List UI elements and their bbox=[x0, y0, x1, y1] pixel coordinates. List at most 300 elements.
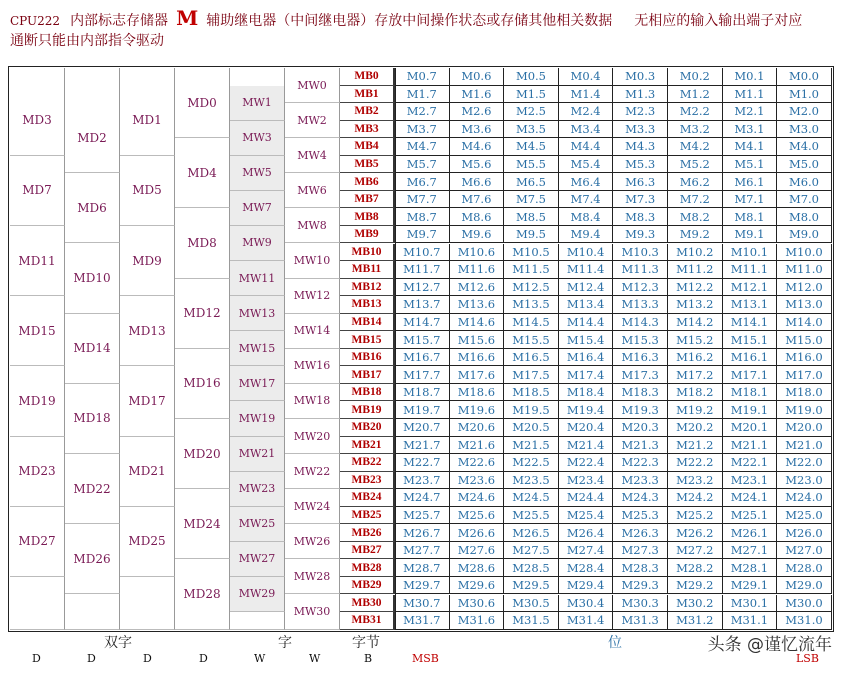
bit-cell: M1.1 bbox=[723, 86, 778, 104]
bit-cell: M20.6 bbox=[450, 419, 505, 437]
bit-cell: M1.3 bbox=[613, 86, 668, 104]
mb-cell: MB1 bbox=[340, 86, 395, 104]
md-cell: MD6 bbox=[65, 173, 120, 243]
bit-cell: M16.7 bbox=[395, 349, 450, 367]
bit-cell: M22.4 bbox=[559, 454, 614, 472]
bit-cell: M11.0 bbox=[777, 261, 832, 279]
bit-cell: M12.3 bbox=[613, 279, 668, 297]
bit-cell: M3.0 bbox=[777, 121, 832, 139]
bit-cell: M1.5 bbox=[504, 86, 559, 104]
bit-cell: M29.1 bbox=[723, 577, 778, 595]
bit-cell: M3.1 bbox=[723, 121, 778, 139]
bit-cell: M17.2 bbox=[668, 366, 723, 384]
mb-cell: MB19 bbox=[340, 401, 395, 419]
bit-cell: M30.3 bbox=[613, 595, 668, 613]
bit-cell: M31.0 bbox=[777, 612, 832, 630]
cpu-label: CPU222 bbox=[10, 14, 61, 28]
bit-cell: M28.6 bbox=[450, 559, 505, 577]
bit-cell: M21.2 bbox=[668, 437, 723, 455]
bit-cell: M11.3 bbox=[613, 261, 668, 279]
bit-cell: M5.3 bbox=[613, 156, 668, 174]
mw-cell: MW2 bbox=[285, 103, 340, 138]
bit-cell: M13.2 bbox=[668, 296, 723, 314]
bit-cell: M4.3 bbox=[613, 138, 668, 156]
bit-cell: M18.2 bbox=[668, 384, 723, 402]
md-cell: MD26 bbox=[65, 524, 120, 594]
word-label: 字 bbox=[278, 635, 292, 651]
md-cell: MD27 bbox=[10, 507, 65, 577]
col-letter-3: D bbox=[143, 652, 152, 665]
mw-cell: MW17 bbox=[230, 366, 285, 401]
mw-cell: MW21 bbox=[230, 437, 285, 472]
mb-cell: MB24 bbox=[340, 489, 395, 507]
mb-cell: MB25 bbox=[340, 507, 395, 525]
bit-cell: M1.7 bbox=[395, 86, 450, 104]
bit-cell: M31.2 bbox=[668, 612, 723, 630]
bit-cell: M21.0 bbox=[777, 437, 832, 455]
bit-cell: M19.4 bbox=[559, 401, 614, 419]
bit-cell: M7.4 bbox=[559, 191, 614, 209]
bit-cell: M6.1 bbox=[723, 173, 778, 191]
md-cell: MD3 bbox=[10, 86, 65, 156]
bit-cell: M21.7 bbox=[395, 437, 450, 455]
bit-cell: M22.1 bbox=[723, 454, 778, 472]
bit-cell: M1.0 bbox=[777, 86, 832, 104]
mb-cell: MB8 bbox=[340, 208, 395, 226]
bit-cell: M11.5 bbox=[504, 261, 559, 279]
bit-cell: M12.7 bbox=[395, 279, 450, 297]
bit-cell: M8.4 bbox=[559, 208, 614, 226]
bit-cell: M3.5 bbox=[504, 121, 559, 139]
bit-cell: M29.0 bbox=[777, 577, 832, 595]
bit-cell: M30.6 bbox=[450, 595, 505, 613]
mw-cell: MW23 bbox=[230, 472, 285, 507]
bit-cell: M4.4 bbox=[559, 138, 614, 156]
mb-cell: MB9 bbox=[340, 226, 395, 244]
md-cell: MD13 bbox=[120, 296, 175, 366]
bit-cell: M31.5 bbox=[504, 612, 559, 630]
mw-cell: MW18 bbox=[285, 384, 340, 419]
mb-cell: MB3 bbox=[340, 121, 395, 139]
mb-cell: MB10 bbox=[340, 244, 395, 262]
md-cell: MD23 bbox=[10, 437, 65, 507]
md-cell: MD2 bbox=[65, 103, 120, 173]
bit-cell: M11.7 bbox=[395, 261, 450, 279]
md-cell: MD16 bbox=[175, 349, 230, 419]
mw-cell: MW8 bbox=[285, 208, 340, 243]
bit-cell: M4.6 bbox=[450, 138, 505, 156]
mw-cell: MW16 bbox=[285, 349, 340, 384]
bit-cell: M18.7 bbox=[395, 384, 450, 402]
bit-cell: M6.5 bbox=[504, 173, 559, 191]
title-tail-2: 通断只能由内部指令驱动 bbox=[10, 33, 164, 49]
bit-cell: M5.2 bbox=[668, 156, 723, 174]
bit-cell: M26.0 bbox=[777, 524, 832, 542]
md-cell: MD25 bbox=[120, 507, 175, 577]
bit-cell: M10.7 bbox=[395, 244, 450, 262]
bit-cell: M19.2 bbox=[668, 401, 723, 419]
bit-cell: M23.0 bbox=[777, 472, 832, 490]
bit-cell: M11.4 bbox=[559, 261, 614, 279]
bit-cell: M0.7 bbox=[395, 68, 450, 86]
mb-cell: MB26 bbox=[340, 524, 395, 542]
bit-cell: M26.7 bbox=[395, 524, 450, 542]
md-cell: MD10 bbox=[65, 244, 120, 314]
bit-cell: M16.3 bbox=[613, 349, 668, 367]
mb-cell: MB28 bbox=[340, 559, 395, 577]
md-cell: MD19 bbox=[10, 366, 65, 436]
bit-cell: M14.2 bbox=[668, 314, 723, 332]
bit-cell: M28.2 bbox=[668, 559, 723, 577]
bit-cell: M8.6 bbox=[450, 208, 505, 226]
bit-cell: M28.7 bbox=[395, 559, 450, 577]
bit-cell: M26.1 bbox=[723, 524, 778, 542]
md-cell: MD0 bbox=[175, 68, 230, 138]
col-letter-5: W bbox=[254, 652, 266, 665]
bit-cell: M18.6 bbox=[450, 384, 505, 402]
bit-cell: M1.4 bbox=[559, 86, 614, 104]
mw-cell: MW30 bbox=[285, 595, 340, 630]
bit-cell: M27.3 bbox=[613, 542, 668, 560]
bit-cell: M8.2 bbox=[668, 208, 723, 226]
col-letter-1: D bbox=[32, 652, 41, 665]
mw-cell: MW27 bbox=[230, 542, 285, 577]
mb-cell: MB22 bbox=[340, 454, 395, 472]
md-cell: MD22 bbox=[65, 454, 120, 524]
bit-cell: M7.0 bbox=[777, 191, 832, 209]
mw-cell: MW25 bbox=[230, 507, 285, 542]
bit-cell: M6.0 bbox=[777, 173, 832, 191]
bit-cell: M1.6 bbox=[450, 86, 505, 104]
mb-cell: MB29 bbox=[340, 577, 395, 595]
bit-cell: M28.1 bbox=[723, 559, 778, 577]
mw-cell: MW12 bbox=[285, 279, 340, 314]
bit-cell: M7.7 bbox=[395, 191, 450, 209]
bit-cell: M11.6 bbox=[450, 261, 505, 279]
bit-cell: M12.4 bbox=[559, 279, 614, 297]
md-cell: MD1 bbox=[120, 86, 175, 156]
bit-cell: M14.7 bbox=[395, 314, 450, 332]
bit-cell: M25.6 bbox=[450, 507, 505, 525]
bit-cell: M30.5 bbox=[504, 595, 559, 613]
bit-cell: M19.6 bbox=[450, 401, 505, 419]
md-cell: MD28 bbox=[175, 559, 230, 629]
mb-cell: MB31 bbox=[340, 612, 395, 630]
bit-cell: M10.5 bbox=[504, 244, 559, 262]
mw-cell: MW1 bbox=[230, 86, 285, 121]
bit-cell: M23.7 bbox=[395, 472, 450, 490]
watermark: 头条 @谨忆流年 bbox=[707, 635, 832, 655]
mw-cell: MW0 bbox=[285, 68, 340, 103]
bit-cell: M25.4 bbox=[559, 507, 614, 525]
bit-cell: M19.0 bbox=[777, 401, 832, 419]
col-letter-2: D bbox=[87, 652, 96, 665]
mw-cell: MW6 bbox=[285, 173, 340, 208]
bit-cell: M0.4 bbox=[559, 68, 614, 86]
mw-cell: MW20 bbox=[285, 419, 340, 454]
bit-cell: M8.3 bbox=[613, 208, 668, 226]
bit-cell: M12.5 bbox=[504, 279, 559, 297]
bit-cell: M3.3 bbox=[613, 121, 668, 139]
bit-cell: M12.2 bbox=[668, 279, 723, 297]
bit-cell: M5.5 bbox=[504, 156, 559, 174]
mb-cell: MB18 bbox=[340, 384, 395, 402]
bit-cell: M9.0 bbox=[777, 226, 832, 244]
bit-cell: M24.5 bbox=[504, 489, 559, 507]
mb-cell: MB6 bbox=[340, 173, 395, 191]
bit-cell: M14.5 bbox=[504, 314, 559, 332]
mw-cell: MW15 bbox=[230, 331, 285, 366]
bit-cell: M12.6 bbox=[450, 279, 505, 297]
bit-cell: M29.6 bbox=[450, 577, 505, 595]
bit-cell: M23.1 bbox=[723, 472, 778, 490]
col-letter-7: B bbox=[364, 652, 373, 665]
bit-cell: M15.2 bbox=[668, 331, 723, 349]
title-prefix: 内部标志存储器 bbox=[70, 13, 169, 29]
bit-cell: M10.4 bbox=[559, 244, 614, 262]
bit-cell: M21.3 bbox=[613, 437, 668, 455]
bit-cell: M13.3 bbox=[613, 296, 668, 314]
bit-cell: M18.4 bbox=[559, 384, 614, 402]
md-cell: MD5 bbox=[120, 156, 175, 226]
bit-cell: M8.1 bbox=[723, 208, 778, 226]
bit-cell: M3.6 bbox=[450, 121, 505, 139]
bit-cell: M16.2 bbox=[668, 349, 723, 367]
mw-cell: MW3 bbox=[230, 121, 285, 156]
bit-cell: M5.0 bbox=[777, 156, 832, 174]
bit-cell: M14.4 bbox=[559, 314, 614, 332]
bit-cell: M25.0 bbox=[777, 507, 832, 525]
md-cell: MD8 bbox=[175, 208, 230, 278]
bit-cell: M15.7 bbox=[395, 331, 450, 349]
byte-label: 字节 bbox=[352, 635, 380, 651]
bit-cell: M22.6 bbox=[450, 454, 505, 472]
bit-cell: M25.5 bbox=[504, 507, 559, 525]
mb-cell: MB16 bbox=[340, 349, 395, 367]
mw-cell: MW19 bbox=[230, 401, 285, 436]
bit-cell: M19.3 bbox=[613, 401, 668, 419]
bit-cell: M22.3 bbox=[613, 454, 668, 472]
bit-cell: M20.3 bbox=[613, 419, 668, 437]
bit-cell: M8.5 bbox=[504, 208, 559, 226]
bit-cell: M8.7 bbox=[395, 208, 450, 226]
mb-cell: MB13 bbox=[340, 296, 395, 314]
mw-cell: MW4 bbox=[285, 138, 340, 173]
bit-cell: M4.2 bbox=[668, 138, 723, 156]
mb-cell: MB30 bbox=[340, 595, 395, 613]
bit-cell: M24.2 bbox=[668, 489, 723, 507]
mb-cell: MB27 bbox=[340, 542, 395, 560]
bit-cell: M24.3 bbox=[613, 489, 668, 507]
bit-cell: M6.4 bbox=[559, 173, 614, 191]
bit-cell: M12.0 bbox=[777, 279, 832, 297]
bit-cell: M4.7 bbox=[395, 138, 450, 156]
bit-cell: M1.2 bbox=[668, 86, 723, 104]
bit-cell: M24.4 bbox=[559, 489, 614, 507]
bit-cell: M10.6 bbox=[450, 244, 505, 262]
bit-cell: M31.1 bbox=[723, 612, 778, 630]
bit-cell: M26.2 bbox=[668, 524, 723, 542]
bit-cell: M18.1 bbox=[723, 384, 778, 402]
bit-cell: M21.1 bbox=[723, 437, 778, 455]
mw-cell: MW29 bbox=[230, 577, 285, 612]
bit-cell: M0.2 bbox=[668, 68, 723, 86]
bit-cell: M20.1 bbox=[723, 419, 778, 437]
bit-cell: M0.3 bbox=[613, 68, 668, 86]
bit-cell: M20.0 bbox=[777, 419, 832, 437]
bit-cell: M9.4 bbox=[559, 226, 614, 244]
mw-cell: MW10 bbox=[285, 244, 340, 279]
mb-cell: MB0 bbox=[340, 68, 395, 86]
bit-cell: M6.6 bbox=[450, 173, 505, 191]
md-cell: MD21 bbox=[120, 437, 175, 507]
md-cell: MD9 bbox=[120, 226, 175, 296]
bit-cell: M0.1 bbox=[723, 68, 778, 86]
mw-cell: MW28 bbox=[285, 559, 340, 594]
bit-cell: M26.4 bbox=[559, 524, 614, 542]
bit-cell: M14.1 bbox=[723, 314, 778, 332]
bit-cell: M15.4 bbox=[559, 331, 614, 349]
bit-cell: M0.6 bbox=[450, 68, 505, 86]
title-tail-1: 无相应的输入输出端子对应 bbox=[634, 13, 803, 29]
bit-cell: M17.5 bbox=[504, 366, 559, 384]
mb-cell: MB20 bbox=[340, 419, 395, 437]
col-letter-4: D bbox=[199, 652, 208, 665]
bit-cell: M25.7 bbox=[395, 507, 450, 525]
bit-cell: M29.3 bbox=[613, 577, 668, 595]
bit-cell: M2.2 bbox=[668, 103, 723, 121]
bit-cell: M26.3 bbox=[613, 524, 668, 542]
bit-cell: M13.5 bbox=[504, 296, 559, 314]
md-cell: MD15 bbox=[10, 296, 65, 366]
bit-cell: M22.2 bbox=[668, 454, 723, 472]
bit-cell: M18.3 bbox=[613, 384, 668, 402]
bit-cell: M11.1 bbox=[723, 261, 778, 279]
bit-cell: M26.6 bbox=[450, 524, 505, 542]
bit-cell: M4.5 bbox=[504, 138, 559, 156]
bit-cell: M2.3 bbox=[613, 103, 668, 121]
mb-cell: MB23 bbox=[340, 472, 395, 490]
bit-cell: M14.0 bbox=[777, 314, 832, 332]
bit-cell: M5.6 bbox=[450, 156, 505, 174]
bit-label: 位 bbox=[608, 635, 622, 651]
bit-cell: M28.0 bbox=[777, 559, 832, 577]
bit-cell: M27.6 bbox=[450, 542, 505, 560]
bit-cell: M30.4 bbox=[559, 595, 614, 613]
bit-cell: M16.1 bbox=[723, 349, 778, 367]
bit-cell: M16.5 bbox=[504, 349, 559, 367]
bit-cell: M9.6 bbox=[450, 226, 505, 244]
title-description: 辅助继电器（中间继电器）存放中间操作状态或存储其他相关数据 bbox=[206, 13, 613, 29]
mb-cell: MB11 bbox=[340, 261, 395, 279]
mb-cell: MB17 bbox=[340, 366, 395, 384]
bit-cell: M15.1 bbox=[723, 331, 778, 349]
bit-cell: M11.2 bbox=[668, 261, 723, 279]
bit-cell: M23.3 bbox=[613, 472, 668, 490]
bit-cell: M2.7 bbox=[395, 103, 450, 121]
mb-cell: MB7 bbox=[340, 191, 395, 209]
bit-cell: M27.1 bbox=[723, 542, 778, 560]
bit-cell: M28.4 bbox=[559, 559, 614, 577]
bit-cell: M16.4 bbox=[559, 349, 614, 367]
bit-cell: M30.7 bbox=[395, 595, 450, 613]
bit-cell: M17.4 bbox=[559, 366, 614, 384]
bit-cell: M22.7 bbox=[395, 454, 450, 472]
bit-cell: M2.6 bbox=[450, 103, 505, 121]
md-cell: MD17 bbox=[120, 366, 175, 436]
bit-cell: M31.4 bbox=[559, 612, 614, 630]
bit-cell: M29.5 bbox=[504, 577, 559, 595]
bit-cell: M6.7 bbox=[395, 173, 450, 191]
bit-cell: M9.1 bbox=[723, 226, 778, 244]
bit-cell: M9.3 bbox=[613, 226, 668, 244]
mw-cell: MW7 bbox=[230, 191, 285, 226]
bit-cell: M23.5 bbox=[504, 472, 559, 490]
mb-cell: MB5 bbox=[340, 156, 395, 174]
mw-cell: MW26 bbox=[285, 524, 340, 559]
bit-cell: M14.3 bbox=[613, 314, 668, 332]
bit-cell: M3.4 bbox=[559, 121, 614, 139]
bit-cell: M13.6 bbox=[450, 296, 505, 314]
bit-cell: M19.7 bbox=[395, 401, 450, 419]
md-cell: MD20 bbox=[175, 419, 230, 489]
bit-cell: M17.1 bbox=[723, 366, 778, 384]
bit-cell: M7.2 bbox=[668, 191, 723, 209]
memory-map-table bbox=[10, 68, 832, 630]
bit-cell: M18.5 bbox=[504, 384, 559, 402]
md-cell: MD14 bbox=[65, 314, 120, 384]
bit-cell: M31.6 bbox=[450, 612, 505, 630]
bit-cell: M9.5 bbox=[504, 226, 559, 244]
bit-cell: M10.3 bbox=[613, 244, 668, 262]
bit-cell: M27.0 bbox=[777, 542, 832, 560]
bit-cell: M15.6 bbox=[450, 331, 505, 349]
bit-cell: M27.2 bbox=[668, 542, 723, 560]
bit-cell: M3.7 bbox=[395, 121, 450, 139]
bit-cell: M16.6 bbox=[450, 349, 505, 367]
bit-cell: M27.4 bbox=[559, 542, 614, 560]
bit-cell: M23.6 bbox=[450, 472, 505, 490]
bit-cell: M2.1 bbox=[723, 103, 778, 121]
bit-cell: M21.5 bbox=[504, 437, 559, 455]
bit-cell: M19.1 bbox=[723, 401, 778, 419]
bit-cell: M6.2 bbox=[668, 173, 723, 191]
bit-cell: M24.1 bbox=[723, 489, 778, 507]
bit-cell: M4.0 bbox=[777, 138, 832, 156]
bit-cell: M5.1 bbox=[723, 156, 778, 174]
bit-cell: M0.5 bbox=[504, 68, 559, 86]
bit-cell: M27.7 bbox=[395, 542, 450, 560]
bit-cell: M26.5 bbox=[504, 524, 559, 542]
mb-cell: MB12 bbox=[340, 279, 395, 297]
mb-cell: MB15 bbox=[340, 331, 395, 349]
mb-cell: MB2 bbox=[340, 103, 395, 121]
mw-cell: MW22 bbox=[285, 454, 340, 489]
bit-cell: M3.2 bbox=[668, 121, 723, 139]
bit-cell: M5.7 bbox=[395, 156, 450, 174]
md-cell: MD7 bbox=[10, 156, 65, 226]
bit-cell: M28.5 bbox=[504, 559, 559, 577]
md-cell: MD18 bbox=[65, 384, 120, 454]
bit-cell: M17.0 bbox=[777, 366, 832, 384]
mb-cell: MB4 bbox=[340, 138, 395, 156]
bit-cell: M10.0 bbox=[777, 244, 832, 262]
mw-cell: MW5 bbox=[230, 156, 285, 191]
bit-cell: M14.6 bbox=[450, 314, 505, 332]
bit-cell: M15.0 bbox=[777, 331, 832, 349]
mw-cell: MW24 bbox=[285, 489, 340, 524]
mw-cell: MW13 bbox=[230, 296, 285, 331]
